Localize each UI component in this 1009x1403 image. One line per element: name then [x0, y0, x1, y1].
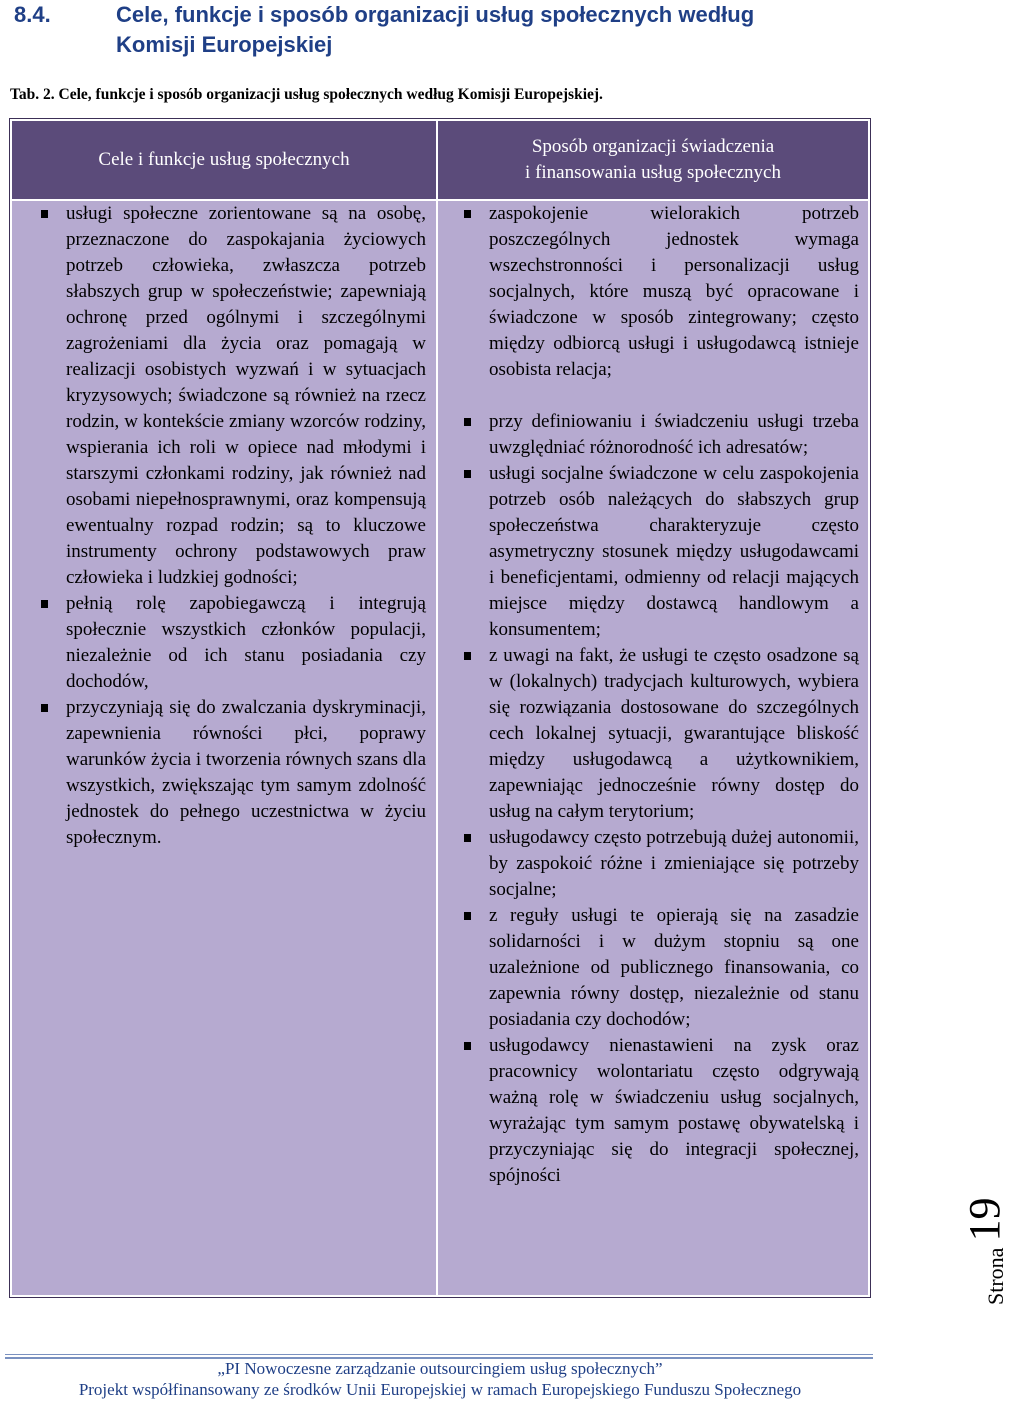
list-item	[461, 825, 859, 903]
bullet-square-icon	[464, 418, 471, 426]
footer-project-title: „PI Nowoczesne zarządzanie outsourcingiem usług społecznych”	[217, 1359, 663, 1378]
comparison-table	[9, 118, 871, 1298]
header-right-line1: Sposób organizacji świadczenia	[531, 136, 775, 157]
list-item	[461, 643, 859, 825]
list-item	[38, 201, 426, 591]
header-right-line2: i finansowania usług społecznych	[525, 162, 781, 183]
bullet-square-icon	[464, 1042, 471, 1050]
list-item-text: z reguły usługi te opierają się na zasadzie solidarności i w dużym stopniu są one uzależnione od publicznego finansowania, co zapewnia równy dostęp, niezależnie od stanu posiadania czy dochodów;	[489, 905, 859, 1030]
footer-funding-note: Projekt współfinansowany ze środków Unii Europejskiej w ramach Europejskiego Funduszu Społecznego	[78, 1380, 802, 1399]
list-item	[38, 591, 426, 695]
page-number-block	[898, 1185, 1008, 1305]
bullet-square-icon	[464, 210, 471, 218]
page-number: 19	[960, 1197, 1009, 1242]
list-item	[461, 201, 859, 383]
list-item-text: usługodawcy nienastawieni na zysk oraz pracownicy wolontariatu często odgrywają ważną rolę w świadczeniu usług socjalnych, wyrażając tym samym postawę obywatelską i przyczyniając się do integracji społecznej, spójności	[489, 1035, 859, 1186]
section-title-line1: Cele, funkcje i sposób organizacji usług społecznych według	[116, 2, 755, 27]
list-item-text: przyczyniają się do zwalczania dyskryminacji, zapewnienia równości płci, poprawy warunków życia i tworzenia równych szans dla wszystkich, zwiększając tym samym zdolność jednostek do pełnego uczestnictwa w życiu społecznym.	[66, 697, 426, 848]
header-left-text: Cele i funkcje usług społecznych	[98, 149, 350, 170]
list-item-text: z uwagi na fakt, że usługi te często osadzone są w (lokalnych) tradycjach kulturowych, wybiera się rozwiązania dostosowane do szczególnych cech lokalnej sytuacji, gwarantujące bliskość między usługodawcą a użytkownikiem, zapewniając jednocześnie równy dostęp do usług na całym terytorium;	[489, 645, 859, 822]
list-item	[461, 409, 859, 461]
section-heading	[14, 0, 874, 60]
page-label: Strona	[983, 1247, 1008, 1305]
section-title-line2: Komisji Europejskiej	[116, 32, 333, 57]
list-item-text: zaspokojenie wielorakich potrzeb poszczególnych jednostek wymaga wszechstronności i personalizacji usług socjalnych, które muszą być opracowane i świadczone w sposób zintegrowany; często między odbiorcą usługi i usługodawcą istnieje osobista relacja;	[489, 203, 859, 380]
bullet-square-icon	[41, 704, 48, 712]
right-bullet-list	[461, 201, 859, 1189]
table-header-right	[438, 121, 868, 199]
list-item	[461, 1033, 859, 1189]
list-item	[38, 695, 426, 851]
list-item-text: usługi socjalne świadczone w celu zaspokojenia potrzeb osób należących do słabszych grup społeczeństwa charakteryzuje często asymetryczny stosunek między usługodawcami i beneficjentami, odmienny od relacji mających miejsce między dostawcą handlowym a konsumentem;	[489, 463, 859, 640]
list-item	[461, 903, 859, 1033]
bullet-square-icon	[464, 470, 471, 478]
right-column	[438, 201, 868, 1295]
bullet-square-icon	[464, 912, 471, 920]
bullet-square-icon	[41, 600, 48, 608]
left-bullet-list	[38, 201, 426, 851]
table-header-left	[12, 121, 436, 199]
bullet-square-icon	[464, 652, 471, 660]
bullet-square-icon	[41, 210, 48, 218]
table-caption: Tab. 2. Cele, funkcje i sposób organizacji usług społecznych według Komisji Europejskiej.	[10, 86, 603, 103]
list-item-text: usługodawcy często potrzebują dużej autonomii, by zaspokoić różne i zmieniające się potrzeby socjalne;	[489, 827, 859, 900]
bullet-square-icon	[464, 834, 471, 842]
list-item-text: przy definiowaniu i świadczeniu usługi trzeba uwzględniać różnorodność ich adresatów;	[489, 411, 859, 458]
list-item-text: pełnią rolę zapobiegawczą i integrują społecznie wszystkich członków populacji, niezależnie od ich stanu posiadania czy dochodów,	[66, 593, 426, 692]
section-number: 8.4.	[14, 2, 51, 27]
list-item-text: usługi społeczne zorientowane są na osobę, przeznaczone do zaspokajania życiowych potrzeb człowieka, zwłaszcza potrzeb słabszych grup w społeczeństwie; zapewniają ochronę przed ogólnymi i szczególnymi zagrożeniami dla życia oraz pomagają w realizacji osobistych wyzwań i w sytuacjach kryzysowych; świadczone są również na rzecz rodzin, w kontekście zmiany wzorców rodziny, wspierania ich roli w opiece nad młodymi i starszymi członkami rodziny, jak również nad osobami niepełnosprawnymi, oraz kompensują ewentualny rozpad rodzin; są to kluczowe instrumenty ochrony podstawowych praw człowieka i ludzkiej godności;	[66, 203, 426, 588]
footer-divider	[5, 1354, 873, 1355]
left-column	[12, 201, 436, 1295]
list-item	[461, 461, 859, 643]
